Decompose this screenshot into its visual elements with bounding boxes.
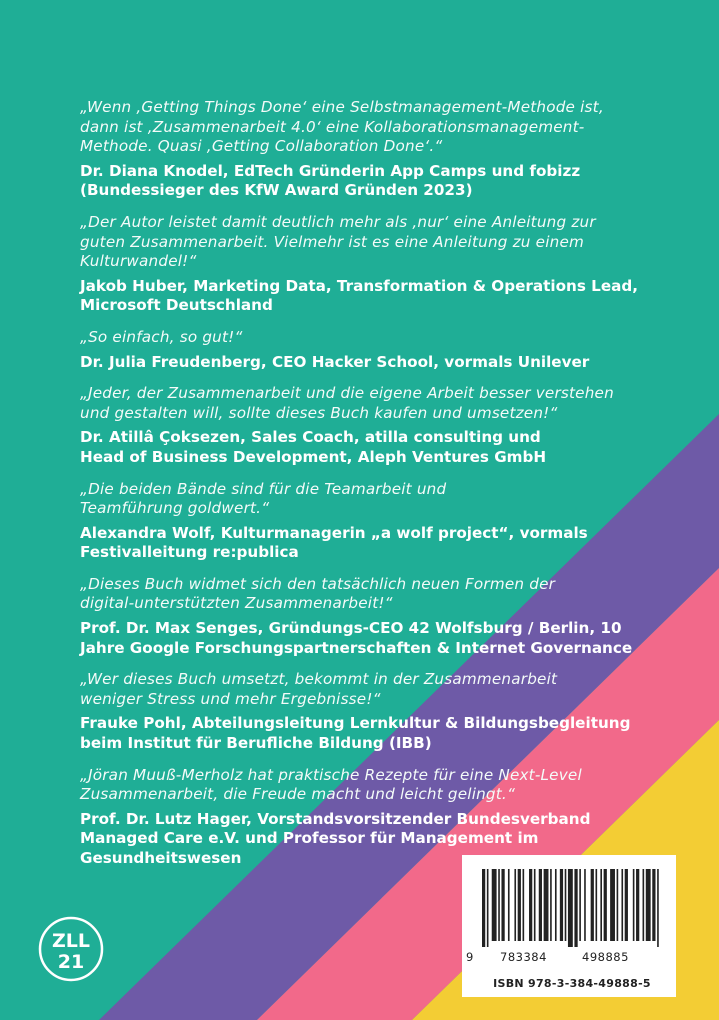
testimonial-author: Jakob Huber, Marketing Data, Transformation & Operations Lead, Microsoft Deutschland (80, 276, 639, 315)
barcode-bar (523, 869, 525, 941)
barcode-bar (621, 869, 623, 941)
testimonial-quote: „Jeder, der Zusammenarbeit und die eigene Arbeit besser verstehen und gestalten will, sollte dieses Buch kaufen und umsetzen!“ (80, 384, 614, 422)
barcode-bar (508, 869, 510, 941)
barcode-digits-right: 498885 (582, 950, 629, 964)
testimonial (80, 766, 680, 869)
barcode-bar (636, 869, 639, 941)
barcode-bar (555, 869, 557, 941)
barcode-bar (617, 869, 619, 941)
barcode-bar (534, 869, 536, 941)
barcode-bar (568, 869, 573, 947)
barcode-bar (518, 869, 521, 941)
testimonial-quote: „So einfach, so gut!“ (80, 327, 243, 346)
barcode-bar (550, 869, 552, 941)
testimonials-list (80, 98, 680, 881)
barcode-bar (482, 869, 485, 947)
barcode-bar (498, 869, 500, 941)
barcode-panel (462, 855, 676, 997)
barcode-bar (610, 869, 615, 941)
testimonial-author: Dr. Julia Freudenberg, CEO Hacker School, vormals Unilever (80, 352, 590, 371)
testimonial (80, 98, 680, 201)
barcode-bar (501, 869, 504, 941)
testimonial-author: Dr. Diana Knodel, EdTech Gründerin App Camps und fobizz (Bundessieger des KfW Award Gründen 2023) (80, 161, 581, 200)
testimonial (80, 670, 680, 753)
testimonial (80, 480, 680, 563)
barcode-icon (482, 869, 662, 947)
logo-line-2: 21 (57, 951, 85, 973)
barcode-bar (544, 869, 549, 941)
testimonial (80, 328, 680, 372)
testimonial (80, 575, 680, 658)
testimonial-author: Dr. Atillâ Çoksezen, Sales Coach, atilla consulting und Head of Business Development, Aleph Ventures GmbH (80, 428, 547, 466)
barcode-bar (565, 869, 567, 941)
barcode-bar (514, 869, 516, 941)
testimonial-author: Frauke Pohl, Abteilungsleitung Lernkultur & Bildungsbegleitung beim Institut für Berufliche Bildung (IBB) (80, 714, 631, 753)
barcode-bar (529, 869, 532, 941)
barcode-bar (633, 869, 635, 941)
barcode-bar (652, 869, 655, 941)
testimonial-quote: „Wer dieses Buch umsetzt, bekommt in der Zusammenarbeit weniger Stress und mehr Ergebnisse!“ (80, 670, 558, 708)
logo-line-1: ZLL (52, 930, 90, 952)
barcode-bar (596, 869, 598, 941)
barcode-bar (560, 869, 563, 941)
barcode-bar (579, 869, 581, 941)
testimonial-author: Prof. Dr. Max Senges, Gründungs-CEO 42 Wolfsburg / Berlin, 10 Jahre Google Forschungspartnerschaften & Internet Governance (80, 619, 633, 657)
barcode-bar (646, 869, 651, 941)
barcode-digits-left: 783384 (500, 950, 547, 964)
testimonial (80, 384, 680, 467)
barcode-bar (625, 869, 628, 941)
testimonial-quote: „Wenn ‚Getting Things Done‘ eine Selbstmanagement-Methode ist, dann ist ‚Zusammenarbeit 4.0‘ eine Kollaborationsmanagement- Methode. Quasi ‚Getting Collaboration Done‘.“ (80, 98, 604, 156)
zll21-logo (38, 916, 104, 982)
barcode-bar (539, 869, 542, 941)
isbn-label: ISBN 978-3-384-49888-5 (493, 977, 651, 990)
testimonial-quote: „Die beiden Bände sind für die Teamarbeit und Teamführung goldwert.“ (80, 479, 447, 518)
testimonial-quote: „Jöran Muuß-Merholz hat praktische Rezepte für eine Next-Level Zusammenarbeit, die Freude macht und leicht gelingt.“ (80, 765, 582, 804)
testimonial-author: Prof. Dr. Lutz Hager, Vorstandsvorsitzender Bundesverband Managed Care e.V. und Professor für Management im Gesundheitswesen (80, 809, 591, 867)
barcode-bar (604, 869, 607, 941)
barcode-bar (591, 869, 594, 941)
testimonial-author: Alexandra Wolf, Kulturmanagerin „a wolf project“, vormals Festivalleitung re:publica (80, 523, 588, 562)
barcode-digit-first: 9 (466, 950, 474, 964)
barcode-bar (643, 869, 645, 941)
barcode-bar (574, 869, 577, 947)
barcode-bar (487, 869, 489, 947)
barcode-bar (492, 869, 497, 941)
testimonial-quote: „Dieses Buch widmet sich den tatsächlich neuen Formen der digital-unterstützten Zusammenarbeit!“ (80, 574, 556, 613)
testimonial-quote: „Der Autor leistet damit deutlich mehr als ‚nur‘ eine Anleitung zur guten Zusammenarbeit. Vielmehr ist es eine Anleitung zu einem Kulturwandel!“ (80, 212, 596, 271)
testimonial (80, 213, 680, 316)
barcode-bar (600, 869, 602, 941)
barcode-bar (657, 869, 659, 947)
barcode-bar (584, 869, 586, 941)
